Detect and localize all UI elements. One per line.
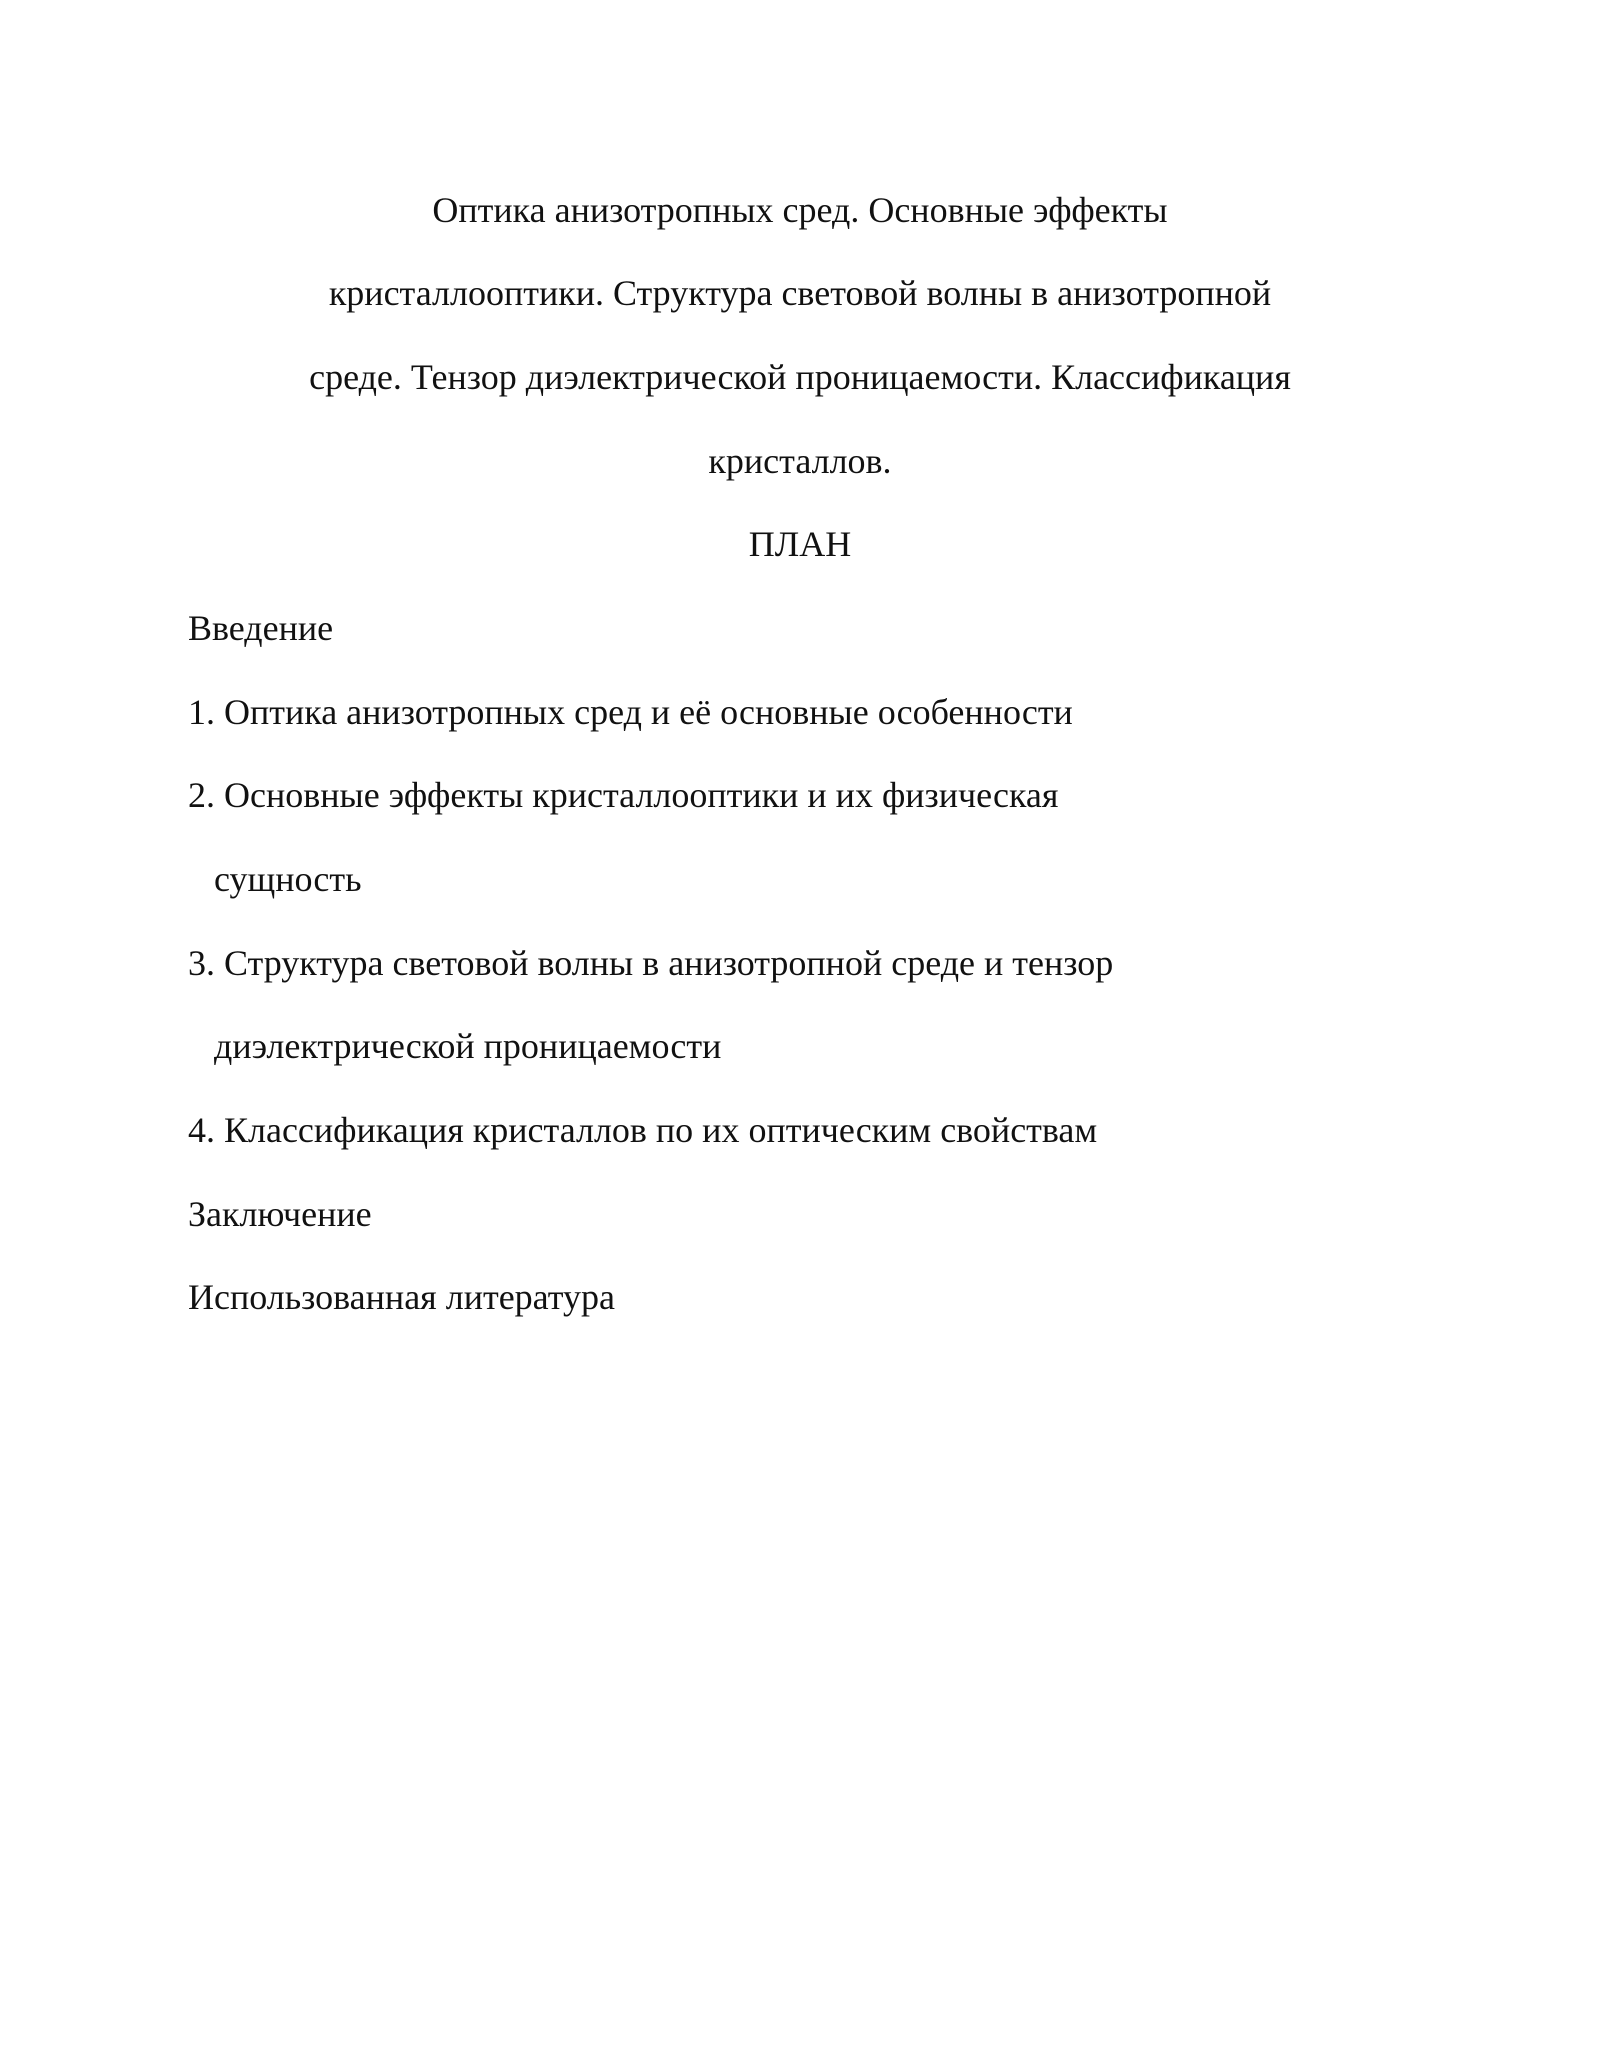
plan-item-3: 3. Структура световой волны в анизотропной среде и тензор: [188, 943, 1114, 983]
plan-item-conclusion: Заключение: [188, 1194, 372, 1234]
plan-item-2-continuation: сущность: [214, 859, 362, 899]
plan-item-2: 2. Основные эффекты кристаллооптики и их физическая: [188, 775, 1059, 815]
plan-heading: ПЛАН: [748, 524, 852, 564]
plan-item-introduction: Введение: [188, 608, 334, 648]
plan-item-3-continuation: диэлектрической проницаемости: [214, 1026, 722, 1066]
title-line-4: кристаллов.: [708, 441, 892, 481]
title-line-1: Оптика анизотропных сред. Основные эффекты: [432, 190, 1168, 230]
plan-item-4: 4. Классификация кристаллов по их оптическим свойствам: [188, 1110, 1098, 1150]
title-line-2: кристаллооптики. Структура световой волны в анизотропной: [328, 273, 1272, 313]
title-line-3: среде. Тензор диэлектрической проницаемости. Классификация: [309, 357, 1291, 397]
plan-item-references: Использованная литература: [188, 1277, 615, 1317]
plan-item-1: 1. Оптика анизотропных сред и её основные особенности: [188, 692, 1073, 732]
